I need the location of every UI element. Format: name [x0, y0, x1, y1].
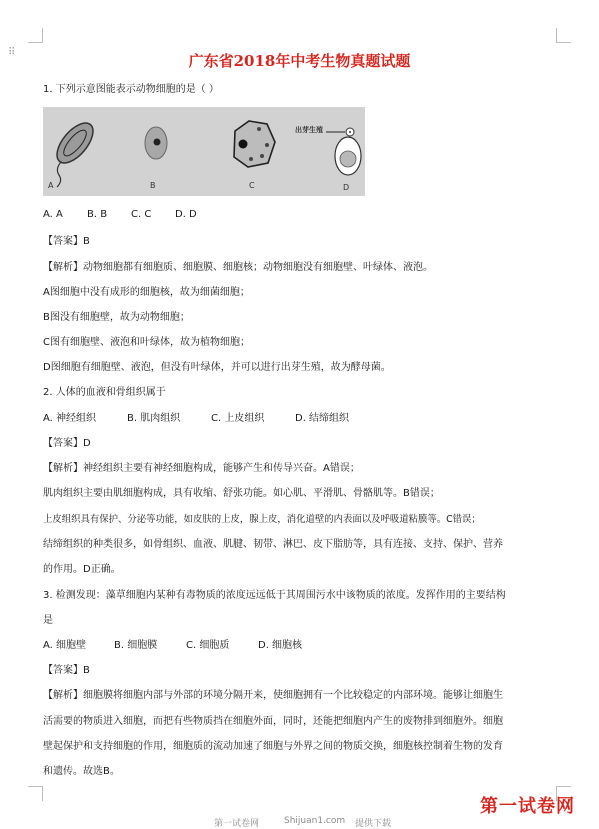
q2-answer: 【答案】D [43, 438, 91, 449]
q3-option-d: D. 细胞核 [258, 640, 303, 651]
q2-analysis-line: 的作用。D正确。 [43, 564, 121, 575]
q2-analysis-line: 【解析】神经组织主要有神经细胞构成，能够产生和传导兴奋。A错误； [43, 463, 360, 474]
q1-analysis-line: A图细胞中没有成形的细胞核，故为细菌细胞； [43, 287, 250, 298]
q1-analysis-line: B图没有细胞壁，故为动物细胞； [43, 312, 190, 323]
q1-cell-figure [43, 107, 365, 196]
q2-analysis-line: 肌肉组织主要由肌细胞构成，具有收缩、舒张功能。如心肌、平滑肌、骨骼肌等。B错误； [43, 488, 440, 499]
q1-option-a: A. A [43, 209, 63, 220]
q2-option-c: C. 上皮组织 [211, 413, 265, 424]
corner-mark-bottom-left [28, 786, 43, 801]
q3-option-b: B. 细胞膜 [114, 640, 158, 651]
q3-analysis-line: 和遗传。故选B。 [43, 766, 120, 777]
q3-analysis-line: 活需要的物质进入细胞，而把有些物质挡在细胞外面，同时，还能把细胞内产生的废物排到细胞外。细胞 [43, 716, 503, 727]
brand-logo: 第一试卷网 [480, 796, 575, 817]
q3-stem: 是 [43, 615, 53, 626]
q2-analysis-line: 上皮组织具有保护、分泌等功能，如皮肤的上皮，腺上皮，消化道壁的内表面以及呼吸道粘膜等。C错误； [43, 514, 481, 525]
q2-option-d: D. 结缔组织 [295, 413, 350, 424]
corner-mark-top-left [28, 28, 43, 43]
q3-option-a: A. 细胞壁 [43, 640, 87, 651]
bud-label: 出芽生殖 [295, 126, 323, 134]
q1-answer: 【答案】B [43, 236, 90, 247]
q1-option-c: C. C [131, 209, 152, 220]
q2-stem: 2. 人体的血液和骨组织属于 [43, 387, 166, 398]
q1-option-b: B. B [87, 209, 108, 220]
q1-stem: 1. 下列示意图能表示动物细胞的是（ ） [43, 84, 219, 95]
footer-download-text: 提供下载 [355, 819, 392, 829]
q3-option-c: C. 细胞质 [186, 640, 230, 651]
cell-d-yeast-icon [326, 128, 361, 175]
footer-site-url[interactable]: Shijuan1.com [284, 816, 346, 826]
q2-analysis-line: 结缔组织的种类很多，如骨组织、血液、肌腱、韧带、淋巴、皮下脂肪等，具有连接、支持、保护、营养 [43, 539, 503, 550]
q1-analysis-line: D图细胞有细胞壁、液泡，但没有叶绿体，并可以进行出芽生殖，故为酵母菌。 [43, 362, 391, 373]
figure-label-b: B [150, 181, 156, 190]
q3-analysis-line: 壁起保护和支持细胞的作用，细胞质的流动加速了细胞与外界之间的物质交换，细胞核控制着生物的发育 [43, 741, 503, 752]
cell-a-bacterium-icon [50, 117, 99, 187]
cell-diagrams [43, 107, 365, 196]
q3-stem: 3. 检测发现：藻草细胞内某种有毒物质的浓度远远低于其周围污水中该物质的浓度。发挥作用的主要结构 [43, 590, 506, 601]
figure-label-a: A [48, 181, 54, 190]
q2-option-a: A. 神经组织 [43, 413, 97, 424]
cell-c-plant-icon [234, 121, 275, 167]
figure-label-d: D [343, 183, 350, 192]
corner-mark-top-right [556, 28, 571, 43]
q1-option-d: D. D [175, 209, 197, 220]
q3-analysis-line: 【解析】细胞膜将细胞内部与外部的环境分隔开来，使细胞拥有一个比较稳定的内部环境。能够让细胞生 [43, 690, 503, 701]
figure-label-c: C [249, 181, 255, 190]
q1-analysis-line: 【解析】动物细胞都有细胞质、细胞膜、细胞核；动物细胞没有细胞壁、叶绿体、液泡。 [43, 262, 433, 273]
page-title: 广东省2018年中考生物真题试题 [188, 52, 411, 70]
q1-analysis-line: C图有细胞壁、液泡和叶绿体，故为植物细胞； [43, 337, 250, 348]
q3-answer: 【答案】B [43, 665, 90, 676]
footer-site-name: 第一试卷网 [214, 819, 260, 829]
q2-option-b: B. 肌肉组织 [127, 413, 181, 424]
drag-handle-icon[interactable]: ⠿ [8, 47, 17, 58]
cell-b-animal-icon [145, 127, 167, 159]
